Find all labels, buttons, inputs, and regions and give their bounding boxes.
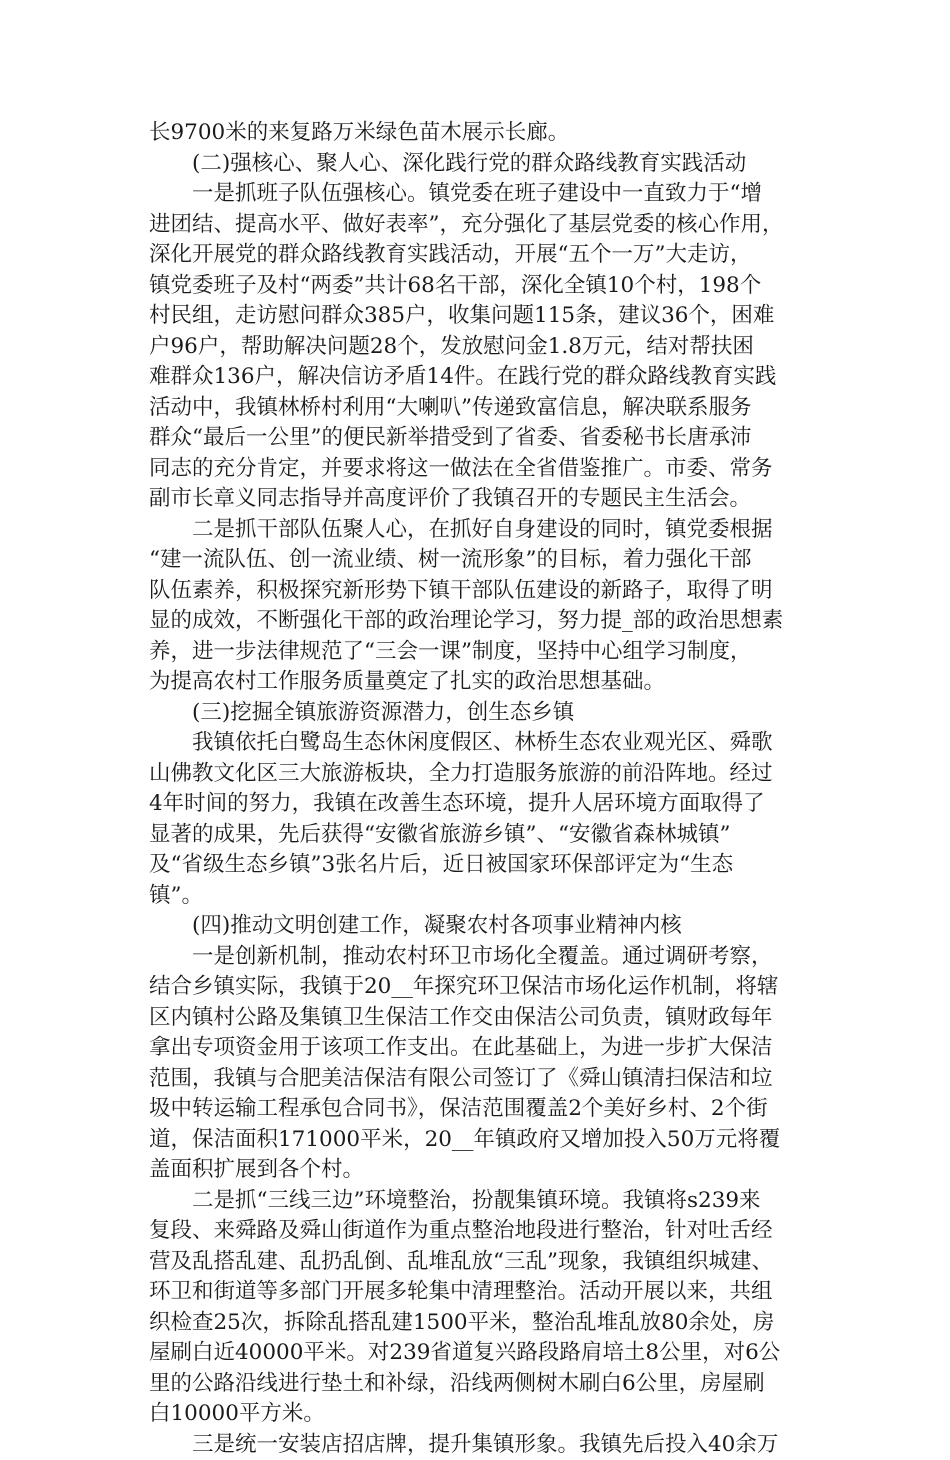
text-line: 显著的成果，先后获得“安徽省旅游乡镇”、“安徽省森林城镇” xyxy=(149,820,829,851)
text-line: 三是统一安装店招店牌，提升集镇形象。我镇先后投入40余万 xyxy=(149,1430,829,1460)
text-line: 进团结、提高水平、做好表率”，充分强化了基层党委的核心作用， xyxy=(149,210,829,241)
text-line: 营及乱搭乱建、乱扔乱倒、乱堆乱放“三乱”现象，我镇组织城建、 xyxy=(149,1247,829,1278)
text-line: “建一流队伍、创一流业绩、树一流形象”的目标，着力强化干部 xyxy=(149,545,829,576)
text-line: 二是抓“三线三边”环境整治，扮靓集镇环境。我镇将s239来 xyxy=(149,1186,829,1217)
text-line: 副市长章义同志指导并高度评价了我镇召开的专题民主生活会。 xyxy=(149,484,829,515)
text-line: 及“省级生态乡镇”3张名片后，近日被国家环保部评定为“生态 xyxy=(149,850,829,881)
text-line: 织检查25次，拆除乱搭乱建1500平米，整治乱堆乱放80余处，房 xyxy=(149,1308,829,1339)
text-line: 队伍素养，积极探究新形势下镇干部队伍建设的新路子，取得了明 xyxy=(149,576,829,607)
text-line: (三)挖掘全镇旅游资源潜力，创生态乡镇 xyxy=(149,698,829,729)
text-line: (二)强核心、聚人心、深化践行党的群众路线教育实践活动 xyxy=(149,149,829,180)
text-line: 区内镇村公路及集镇卫生保洁工作交由保洁公司负责，镇财政每年 xyxy=(149,1003,829,1034)
text-line: 村民组，走访慰问群众385户，收集问题115条，建议36个，困难 xyxy=(149,301,829,332)
text-line: 为提高农村工作服务质量奠定了扎实的政治思想基础。 xyxy=(149,667,829,698)
text-line: 范围，我镇与合肥美洁保洁有限公司签订了《舜山镇清扫保洁和垃 xyxy=(149,1064,829,1095)
text-line: 拿出专项资金用于该项工作支出。在此基础上，为进一步扩大保洁 xyxy=(149,1033,829,1064)
text-line: 圾中转运输工程承包合同书》，保洁范围覆盖2个美好乡村、2个街 xyxy=(149,1094,829,1125)
text-line: 一是抓班子队伍强核心。镇党委在班子建设中一直致力于“增 xyxy=(149,179,829,210)
text-line: 二是抓干部队伍聚人心，在抓好自身建设的同时，镇党委根据 xyxy=(149,515,829,546)
text-line: 山佛教文化区三大旅游板块，全力打造服务旅游的前沿阵地。经过 xyxy=(149,759,829,790)
text-line: 屋刷白近40000平米。对239省道复兴路段路肩培土8公里，对6公 xyxy=(149,1338,829,1369)
text-line: 群众“最后一公里”的便民新举措受到了省委、省委秘书长唐承沛 xyxy=(149,423,829,454)
text-line: 户96户，帮助解决问题28个，发放慰问金1.8万元，结对帮扶困 xyxy=(149,332,829,363)
text-line: 复段、来舜路及舜山街道作为重点整治地段进行整治，针对吐舌经 xyxy=(149,1216,829,1247)
text-line: (四)推动文明创建工作，凝聚农村各项事业精神内核 xyxy=(149,911,829,942)
text-line: 我镇依托白鹭岛生态休闲度假区、林桥生态农业观光区、舜歌 xyxy=(149,728,829,759)
text-line: 盖面积扩展到各个村。 xyxy=(149,1155,829,1186)
text-line: 镇党委班子及村“两委”共计68名干部，深化全镇10个村，198个 xyxy=(149,271,829,302)
text-line: 活动中，我镇林桥村利用“大喇叭”传递致富信息，解决联系服务 xyxy=(149,393,829,424)
text-line: 一是创新机制，推动农村环卫市场化全覆盖。通过调研考察， xyxy=(149,942,829,973)
text-line: 环卫和街道等多部门开展多轮集中清理整治。活动开展以来，共组 xyxy=(149,1277,829,1308)
text-line: 显的成效，不断强化干部的政治理论学习，努力提_部的政治思想素 xyxy=(149,606,829,637)
text-line: 同志的充分肯定，并要求将这一做法在全省借鉴推广。市委、常务 xyxy=(149,454,829,485)
text-line: 长9700米的来复路万米绿色苗木展示长廊。 xyxy=(149,118,829,149)
document-body xyxy=(149,118,829,1460)
text-line: 养，进一步法律规范了“三会一课”制度，坚持中心组学习制度， xyxy=(149,637,829,668)
text-line: 深化开展党的群众路线教育实践活动，开展“五个一万”大走访， xyxy=(149,240,829,271)
text-line: 道，保洁面积171000平米，20__年镇政府又增加投入50万元将覆 xyxy=(149,1125,829,1156)
text-line: 难群众136户，解决信访矛盾14件。在践行党的群众路线教育实践 xyxy=(149,362,829,393)
text-line: 结合乡镇实际，我镇于20__年探究环卫保洁市场化运作机制，将辖 xyxy=(149,972,829,1003)
text-line: 里的公路沿线进行垫土和补绿，沿线两侧树木刷白6公里，房屋刷 xyxy=(149,1369,829,1400)
text-line: 镇”。 xyxy=(149,881,829,912)
text-line: 白10000平方米。 xyxy=(149,1399,829,1430)
text-line: 4年时间的努力，我镇在改善生态环境，提升人居环境方面取得了 xyxy=(149,789,829,820)
